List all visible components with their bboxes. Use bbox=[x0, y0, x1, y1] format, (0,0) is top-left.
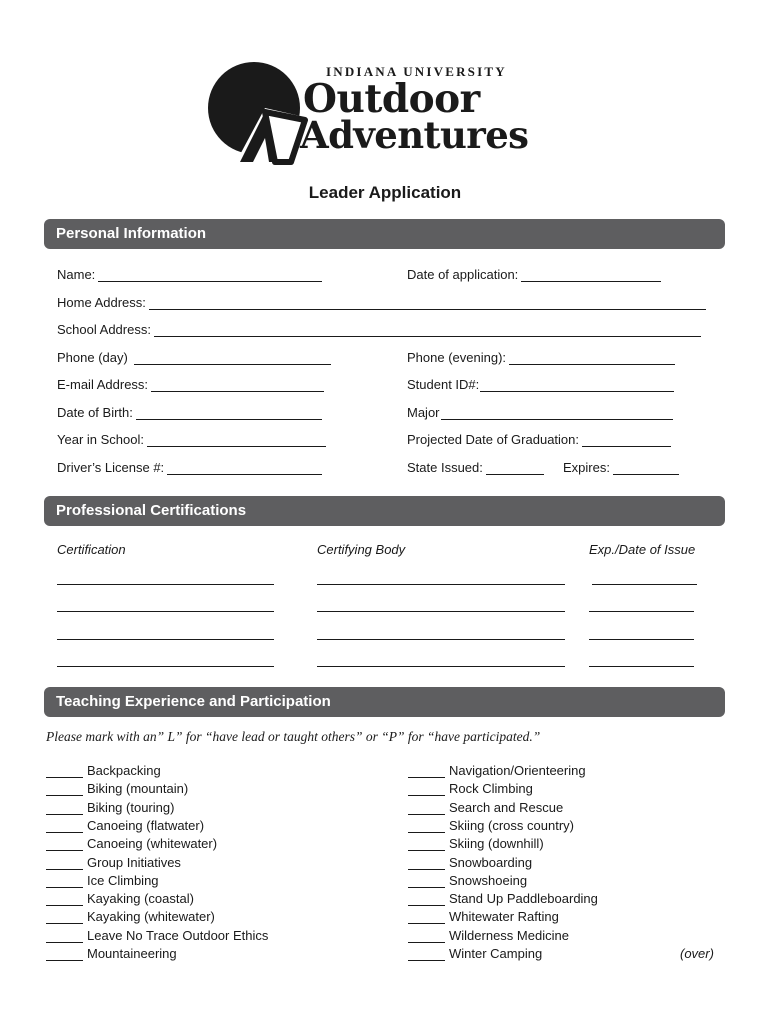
activity-label: Search and Rescue bbox=[449, 799, 564, 815]
activity-mark-blank[interactable] bbox=[408, 820, 445, 833]
name-field[interactable] bbox=[57, 267, 322, 282]
school-address-field[interactable] bbox=[57, 322, 701, 337]
certifying-body-line-1[interactable] bbox=[317, 584, 565, 585]
teaching-instructions: Please mark with an” L” for “have lead or taught others” or “P” for “have participated.” bbox=[46, 729, 541, 744]
activity-item[interactable] bbox=[408, 836, 544, 851]
activity-label: Wilderness Medicine bbox=[449, 927, 569, 943]
activity-item[interactable] bbox=[46, 818, 204, 833]
activity-mark-blank[interactable] bbox=[46, 911, 83, 924]
activity-label: Skiing (downhill) bbox=[449, 836, 544, 852]
section-header-personal: Personal Information bbox=[44, 219, 725, 249]
logo-line2: Adventures bbox=[300, 113, 529, 157]
activity-mark-blank[interactable] bbox=[46, 820, 83, 833]
activity-label: Winter Camping bbox=[449, 946, 543, 961]
activity-mark-blank[interactable] bbox=[46, 783, 83, 796]
activity-label: Ice Climbing bbox=[87, 872, 159, 888]
certifying-body-line-3[interactable] bbox=[317, 639, 565, 640]
phone-evening-label: Phone (evening): bbox=[407, 350, 507, 365]
certification-column-header: Certification bbox=[57, 542, 126, 557]
section-header-certifications: Professional Certifications bbox=[44, 496, 725, 526]
major-field[interactable] bbox=[407, 405, 673, 420]
activity-item[interactable] bbox=[46, 891, 194, 906]
activity-mark-blank[interactable] bbox=[408, 930, 445, 943]
certification-line-1[interactable] bbox=[57, 584, 274, 585]
outdoor-adventures-logo-icon bbox=[205, 60, 315, 170]
certification-line-2[interactable] bbox=[57, 611, 274, 612]
activity-mark-blank[interactable] bbox=[46, 857, 83, 870]
activity-label: Snowboarding bbox=[449, 854, 533, 870]
drivers-license-field[interactable] bbox=[57, 460, 322, 475]
activity-item[interactable] bbox=[46, 873, 159, 888]
name-label: Name: bbox=[57, 267, 96, 282]
certification-line-4[interactable] bbox=[57, 666, 274, 667]
activity-mark-blank[interactable] bbox=[408, 765, 445, 778]
date-of-application-label: Date of application: bbox=[407, 267, 519, 282]
state-issued-field[interactable] bbox=[407, 460, 544, 475]
activity-item[interactable] bbox=[408, 873, 527, 888]
activity-item[interactable] bbox=[46, 946, 177, 961]
year-in-school-label: Year in School: bbox=[57, 432, 144, 447]
certifying-body-line-2[interactable] bbox=[317, 611, 565, 612]
expires-field[interactable] bbox=[563, 460, 679, 475]
home-address-field[interactable] bbox=[57, 295, 706, 310]
activity-item[interactable] bbox=[46, 763, 161, 778]
activity-mark-blank[interactable] bbox=[46, 838, 83, 851]
activity-mark-blank[interactable] bbox=[46, 802, 83, 815]
activity-item[interactable] bbox=[46, 781, 188, 796]
email-label: E-mail Address: bbox=[57, 377, 149, 392]
activity-mark-blank[interactable] bbox=[46, 893, 83, 906]
activity-item[interactable] bbox=[408, 928, 569, 943]
activity-item[interactable] bbox=[408, 909, 559, 924]
drivers-license-label: Driver’s License #: bbox=[57, 460, 165, 475]
student-id-field[interactable] bbox=[407, 377, 674, 392]
activity-label: Navigation/Orienteering bbox=[449, 763, 586, 778]
phone-day-field[interactable] bbox=[57, 350, 331, 365]
activity-mark-blank[interactable] bbox=[408, 802, 445, 815]
date-line-2[interactable] bbox=[589, 611, 694, 612]
date-line-4[interactable] bbox=[589, 666, 694, 667]
school-address-label: School Address: bbox=[57, 322, 151, 337]
activity-mark-blank[interactable] bbox=[408, 857, 445, 870]
activity-item[interactable] bbox=[46, 800, 174, 815]
activity-item[interactable] bbox=[408, 818, 574, 833]
section-header-teaching: Teaching Experience and Participation bbox=[44, 687, 725, 717]
activity-label: Group Initiatives bbox=[87, 854, 181, 870]
activity-mark-blank[interactable] bbox=[408, 893, 445, 906]
activity-item[interactable] bbox=[408, 855, 532, 870]
activity-mark-blank[interactable] bbox=[46, 875, 83, 888]
activity-label: Canoeing (flatwater) bbox=[87, 817, 205, 833]
date-line-3[interactable] bbox=[589, 639, 694, 640]
activity-label: Rock Climbing bbox=[449, 781, 533, 797]
activity-label: Kayaking (coastal) bbox=[87, 891, 194, 907]
activity-mark-blank[interactable] bbox=[408, 948, 445, 961]
state-issued-label: State Issued: bbox=[407, 460, 483, 475]
activity-mark-blank[interactable] bbox=[408, 911, 445, 924]
date-of-application-field[interactable] bbox=[407, 267, 661, 282]
activity-item[interactable] bbox=[408, 763, 586, 778]
activity-item[interactable] bbox=[408, 891, 598, 906]
certification-line-3[interactable] bbox=[57, 639, 274, 640]
activity-item[interactable] bbox=[408, 781, 533, 796]
certifying-body-column-header: Certifying Body bbox=[317, 542, 406, 557]
activity-label: Canoeing (whitewater) bbox=[87, 836, 218, 852]
activity-label: Snowshoeing bbox=[449, 872, 528, 888]
activity-item[interactable] bbox=[46, 909, 215, 924]
year-in-school-field[interactable] bbox=[57, 432, 326, 447]
activity-label: Biking (touring) bbox=[87, 799, 175, 815]
activity-mark-blank[interactable] bbox=[408, 783, 445, 796]
activity-label: Whitewater Rafting bbox=[449, 909, 559, 925]
activity-label: Backpacking bbox=[87, 763, 161, 778]
activity-mark-blank[interactable] bbox=[408, 838, 445, 851]
activity-label: Kayaking (whitewater) bbox=[87, 909, 215, 925]
activity-item[interactable] bbox=[408, 946, 542, 961]
activity-label: Biking (mountain) bbox=[87, 781, 189, 797]
activity-mark-blank[interactable] bbox=[408, 875, 445, 888]
activity-item[interactable] bbox=[46, 836, 217, 851]
email-field[interactable] bbox=[57, 377, 324, 392]
activity-mark-blank[interactable] bbox=[46, 765, 83, 778]
activity-item[interactable] bbox=[408, 800, 563, 815]
activity-mark-blank[interactable] bbox=[46, 930, 83, 943]
activity-item[interactable] bbox=[46, 928, 268, 943]
expires-label: Expires: bbox=[563, 460, 610, 475]
dob-field[interactable] bbox=[57, 405, 322, 420]
over-note: (over) bbox=[680, 946, 714, 961]
phone-day-label: Phone (day) bbox=[57, 350, 128, 365]
logo-line1: Outdoor bbox=[303, 76, 480, 122]
activity-label: Stand Up Paddleboarding bbox=[449, 891, 598, 907]
date-column-header: Exp./Date of Issue bbox=[589, 542, 696, 557]
dob-label: Date of Birth: bbox=[57, 405, 133, 420]
phone-evening-field[interactable] bbox=[407, 350, 675, 365]
activity-label: Leave No Trace Outdoor Ethics bbox=[87, 927, 269, 943]
student-id-label: Student ID#: bbox=[407, 377, 480, 392]
activity-mark-blank[interactable] bbox=[46, 948, 83, 961]
home-address-label: Home Address: bbox=[57, 295, 146, 310]
major-label: Major bbox=[407, 405, 440, 420]
certifying-body-line-4[interactable] bbox=[317, 666, 565, 667]
activity-label: Mountaineering bbox=[87, 946, 177, 961]
graduation-date-field[interactable] bbox=[407, 432, 671, 447]
graduation-date-label: Projected Date of Graduation: bbox=[407, 432, 579, 447]
activity-label: Skiing (cross country) bbox=[449, 817, 574, 833]
activity-item[interactable] bbox=[46, 855, 181, 870]
logo-org-name: INDIANA UNIVERSITY bbox=[326, 64, 507, 79]
page-title: Leader Application bbox=[308, 183, 462, 202]
date-line-1[interactable] bbox=[592, 584, 697, 585]
